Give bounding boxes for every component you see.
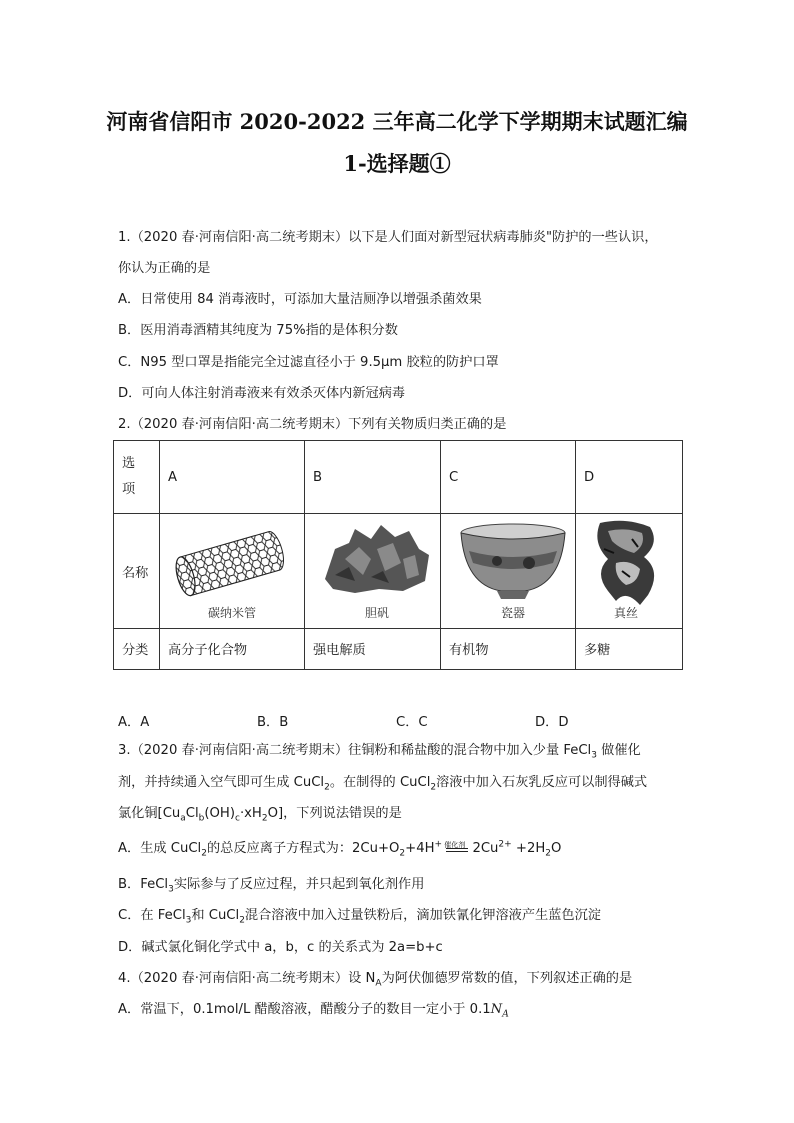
q2-answer-d: D．D	[535, 715, 569, 730]
q3-option-d: D．碱式氯化铜化学式中 a，b，c 的关系式为 2a=b+c	[118, 940, 443, 955]
caption-silk: 真丝	[613, 606, 638, 621]
q1-option-a: A．日常使用 84 消毒液时，可添加大量洁厕净以增强杀菌效果	[118, 292, 482, 307]
q2-answer-c: C．C	[396, 715, 428, 730]
q4-option-a: A．常温下，0.1mol/L 醋酸溶液，醋酸分子的数目一定小于 $0.1N_A$	[118, 1002, 509, 1020]
document-title: 河南省信阳市 2020-2022 三年高二化学下学期期末试题汇编	[106, 109, 688, 134]
table-cell	[441, 514, 576, 629]
table-cell: 高分子化合物	[160, 628, 305, 669]
table-cell	[576, 514, 683, 629]
table-row-names	[114, 514, 683, 629]
q1-option-b: B．医用消毒酒精其纯度为 75%指的是体积分数	[118, 323, 398, 338]
row-header-option: 选项	[114, 441, 160, 514]
row-header-category: 分类	[114, 628, 160, 669]
table-cell: C	[441, 441, 576, 514]
table-cell: 有机物	[441, 628, 576, 669]
caption-nanotube: 碳纳米管	[207, 606, 256, 621]
caption-porcelain: 瓷器	[500, 606, 525, 621]
q4-stem: 4.（2020 春·河南信阳·高二统考期末）设 $N_A$为阿伏伽德罗常数的值，下列叙述正确的是	[118, 971, 633, 989]
q1-option-c: C．N95 型口罩是指能完全过滤直径小于 9.5μm 胶粒的防护口罩	[118, 355, 499, 370]
q3-stem-line3: 氯化铜$[Cu_aCl_b(OH)_c\cdot xH_2O]$，下列说法错误的是	[118, 806, 402, 824]
q3-option-a: A．生成 CuCl$_2$的总反应离子方程式为：$2Cu+O_2+4H^+$ 催化剂 $2Cu^{2+} +2H_2O$	[118, 840, 561, 858]
row-header-name: 名称	[114, 514, 160, 629]
q1-stem-line1: 1.（2020 春·河南信阳·高二统考期末）以下是人们面对新型冠状病毒肺炎"防护的一些认识，	[118, 230, 658, 245]
copper-sulfate-crystal-image	[315, 519, 439, 623]
table-cell: B	[305, 441, 441, 514]
caption-blue-vitriol: 胆矾	[364, 606, 389, 621]
table-cell: 强电解质	[305, 628, 441, 669]
classification-table	[113, 440, 683, 670]
table-cell	[305, 514, 441, 629]
q3-stem-line2: 剂，并持续通入空气即可生成 CuCl$_2$。在制得的 CuCl$_2$溶液中加入石灰乳反应可以制得碱式	[118, 775, 648, 793]
table-cell: A	[160, 441, 305, 514]
table-cell: D	[576, 441, 683, 514]
q1-option-d: D．可向人体注射消毒液来有效杀灭体内新冠病毒	[118, 386, 406, 401]
document-subtitle: 1-选择题①	[343, 151, 451, 176]
table-row-options	[114, 441, 683, 514]
porcelain-bowl-image	[451, 519, 575, 623]
catalyst-label: 催化剂	[444, 841, 466, 849]
carbon-nanotube-image	[170, 519, 294, 623]
q3-option-b: B．FeCl$_3$实际参与了反应过程，并只起到氧化剂作用	[118, 877, 425, 895]
table-cell	[160, 514, 305, 629]
q3-stem-line1: 3.（2020 春·河南信阳·高二统考期末）往铜粉和稀盐酸的混合物中加入少量 FeCl$_3$ 做催化	[118, 743, 641, 761]
table-cell: 多糖	[576, 628, 683, 669]
q2-answer-b: B．B	[257, 715, 289, 730]
q3-option-c: C．在 FeCl$_3$和 CuCl$_2$混合溶液中加入过量铁粉后，滴加铁氰化钾溶液产生蓝色沉淀	[118, 908, 601, 926]
q1-stem-line2: 你认为正确的是	[118, 261, 211, 276]
q2-stem: 2.（2020 春·河南信阳·高二统考期末）下列有关物质归类正确的是	[118, 417, 507, 432]
table-row-categories	[114, 628, 683, 669]
q2-answer-a: A．A	[118, 715, 150, 730]
silk-scarf-image	[586, 519, 666, 623]
